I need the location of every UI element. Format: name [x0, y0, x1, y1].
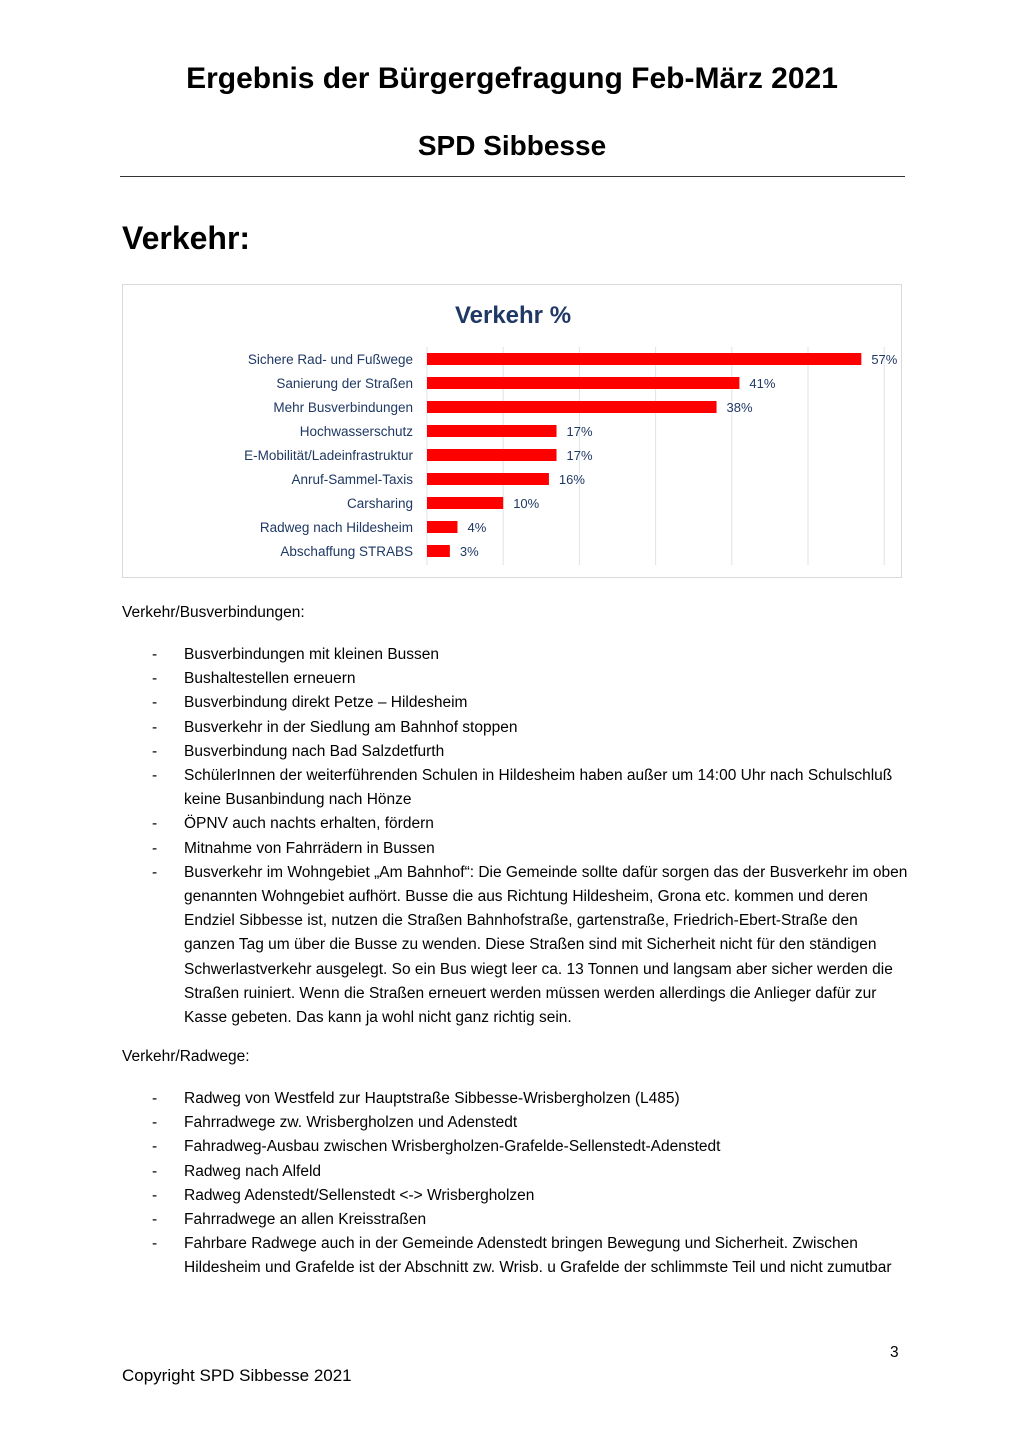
chart-bar [427, 497, 503, 509]
chart-bar [427, 545, 450, 557]
copyright-footer: Copyright SPD Sibbesse 2021 [122, 1366, 352, 1385]
page-number: 3 [890, 1344, 899, 1361]
chart-bar [427, 401, 717, 413]
category-label: Abschaffung STRABS [280, 544, 413, 559]
category-label: E-Mobilität/Ladeinfrastruktur [244, 448, 413, 463]
bus-list-item: - SchülerInnen der weiterführenden Schulen in Hildesheim haben außer um 14:00 Uhr nach Schulschluß keine Busanbindung nach Hönze [150, 764, 910, 812]
bus-list-item: - Busverbindungen mit kleinen Bussen [150, 643, 910, 667]
section-heading: Verkehr: [122, 220, 251, 256]
value-label: 17% [566, 448, 593, 463]
document-title: Ergebnis der Bürgergefragung Feb-März 2021 [186, 62, 838, 95]
chart-bar [427, 425, 557, 437]
bus-list-item: - ÖPNV auch nachts erhalten, fördern [150, 812, 910, 836]
chart-title: Verkehr % [454, 302, 572, 329]
value-label: 57% [871, 352, 898, 367]
chart-bar [427, 377, 739, 389]
bus-list-item: - Busverbindung direkt Petze – Hildesheim [150, 691, 910, 715]
radwege-list-item: - Fahrradwege zw. Wrisbergholzen und Adenstedt [150, 1111, 910, 1135]
bus-section-heading: Verkehr/Busverbindungen: [122, 604, 305, 621]
category-label: Sichere Rad- und Fußwege [247, 352, 413, 367]
chart-bar [427, 473, 549, 485]
category-label: Hochwasserschutz [299, 424, 413, 439]
document-subtitle: SPD Sibbesse [417, 130, 607, 161]
category-label: Anruf-Sammel-Taxis [291, 472, 413, 487]
bus-list-item: - Mitnahme von Fahrrädern in Bussen [150, 837, 910, 861]
category-label: Radweg nach Hildesheim [259, 520, 413, 535]
bus-list-item: - Busverkehr im Wohngebiet „Am Bahnhof“: Die Gemeinde sollte dafür sorgen das der Busverkehr im oben genannten Wohngebiet aufhört. Busse die aus Richtung Hildesheim, Grona etc. kommen und deren Endziel Sibbesse ist, nutzen die Straßen Bahnhofstraße, gartenstraße, Friedrich-Ebert-Straße den ganzen Tag um über die Busse zu wenden. Diese Straßen sind mit Sicherheit nicht für den ständigen Schwerlastverkehr ausgelegt. So ein Bus wiegt leer ca. 13 Tonnen und langsam aber sicher werden die Straßen ruiniert. Wenn die Straßen erneuert werden müssen werden allerdings die Anlieger dafür zur Kasse gebeten. Das kann ja wohl nicht ganz richtig sein. [150, 861, 910, 1030]
category-label: Carsharing [346, 496, 413, 511]
value-label: 10% [513, 496, 540, 511]
radwege-list-item: - Fahradweg-Ausbau zwischen Wrisbergholzen-Grafelde-Sellenstedt-Adenstedt [150, 1135, 910, 1159]
radwege-list [150, 1087, 910, 1281]
radwege-list-item: - Radweg von Westfeld zur Hauptstraße Sibbesse-Wrisbergholzen (L485) [150, 1087, 910, 1111]
bus-list-item: - Busverkehr in der Siedlung am Bahnhof stoppen [150, 716, 910, 740]
value-label: 38% [726, 400, 753, 415]
category-label: Mehr Busverbindungen [273, 400, 413, 415]
value-label: 16% [558, 472, 585, 487]
value-label: 4% [467, 520, 487, 535]
value-label: 41% [749, 376, 776, 391]
bus-list-item: - Busverbindung nach Bad Salzdetfurth [150, 740, 910, 764]
radwege-list-item: - Fahrbare Radwege auch in der Gemeinde Adenstedt bringen Bewegung und Sicherheit. Zwischen Hildesheim und Grafelde ist der Abschnitt zw. Wrisb. u Grafelde der schlimmste Teil und nicht zumutbar [150, 1232, 910, 1280]
radwege-list-item: - Fahrradwege an allen Kreisstraßen [150, 1208, 910, 1232]
value-label: 17% [566, 424, 593, 439]
header-divider [120, 176, 905, 177]
radwege-list-item: - Radweg nach Alfeld [150, 1160, 910, 1184]
verkehr-bar-chart [123, 285, 903, 579]
chart-bar [427, 449, 557, 461]
chart-bar [427, 521, 457, 533]
radwege-list-item: - Radweg Adenstedt/Sellenstedt <-> Wrisbergholzen [150, 1184, 910, 1208]
bus-list-item: - Bushaltestellen erneuern [150, 667, 910, 691]
value-label: 3% [459, 544, 479, 559]
bus-list [150, 643, 910, 1030]
chart-bar [427, 353, 861, 365]
chart-container [122, 284, 902, 578]
category-label: Sanierung der Straßen [276, 376, 413, 391]
radwege-section-heading: Verkehr/Radwege: [122, 1048, 250, 1065]
